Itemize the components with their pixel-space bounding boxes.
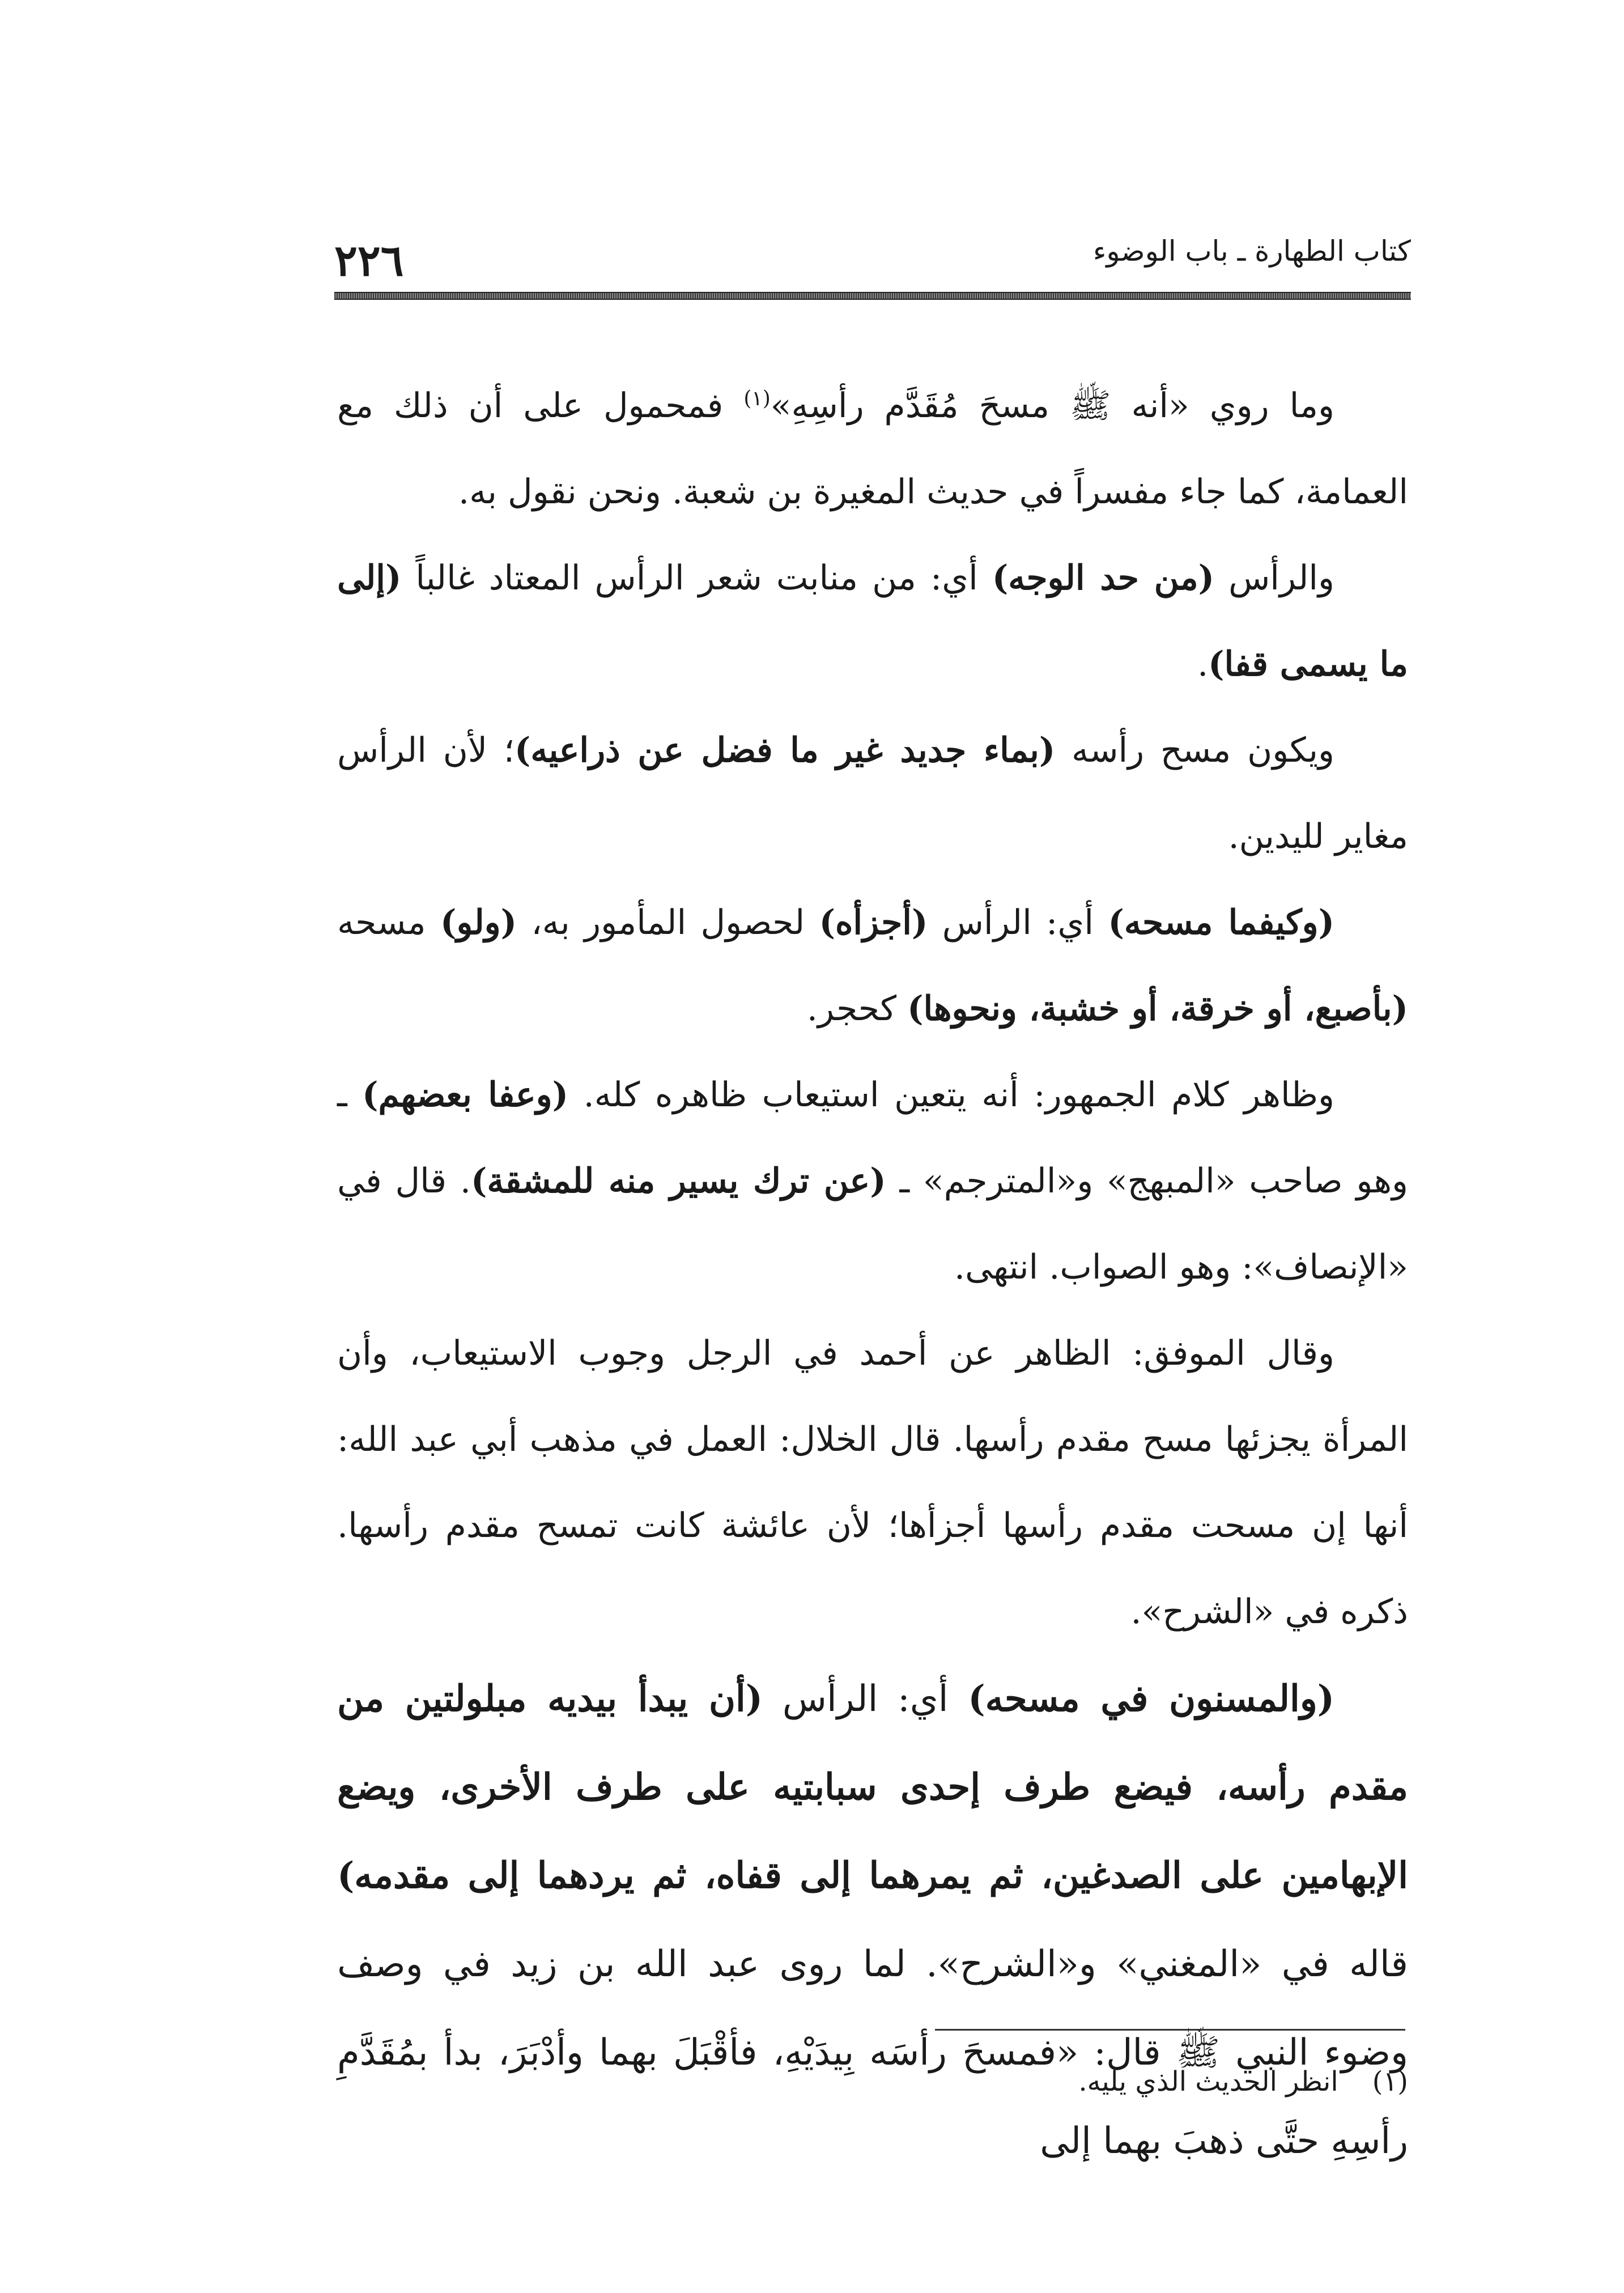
paragraph-text: مسحه <box>337 903 440 942</box>
paragraph-6 <box>337 1310 1408 1655</box>
matn-text: (وكيفما مسحه) <box>1108 903 1334 942</box>
paragraph-text: . <box>1197 644 1209 684</box>
footnote <box>337 2063 1408 2101</box>
paragraph-text: والرأس <box>1214 558 1335 598</box>
footnote-mark: (١) <box>1372 2066 1408 2097</box>
paragraph-text: قاله في «المغني» و«الشرح». لما روى عبد الله بن زيد في وصف وضوء النبي ﷺ قال: «فمسحَ رأسَه بِيدَيْهِ، فأقْبَلَ بهما وأدْبَرَ، بدأ بمُقَدَّمِ رأسِهِ حتَّى ذهبَ بهما إلى <box>337 1943 1408 2162</box>
footnote-ref: (١) <box>743 387 771 410</box>
paragraph-1 <box>337 363 1408 535</box>
paragraph-text: أي: الرأس <box>928 903 1108 942</box>
paragraph-text: أي: الرأس <box>763 1678 968 1720</box>
matn-text: (إلى ما يسمى قفا) <box>337 558 1408 684</box>
matn-text: (والمسنون في مسحه) <box>968 1678 1335 1720</box>
matn-text: (بماء جديد غير ما فضل عن ذراعيه) <box>514 731 1056 770</box>
header-divider <box>334 292 1411 300</box>
matn-text: (ولو) <box>440 903 517 942</box>
paragraph-text: لحصول المأمور به، <box>517 903 819 942</box>
page-number: ٢٢٦ <box>334 235 404 286</box>
paragraph-text: ؛ لأن الرأس مغاير لليدين. <box>337 731 1408 856</box>
page-header <box>334 227 1411 286</box>
footnote-text: انظر الحديث الذي يليه. <box>1078 2066 1338 2097</box>
matn-text: (أن يبدأ بيديه مبلولتين من مقدم رأسه، فيضع طرف إحدى سبابتيه على طرف الأخرى، ويضع الإبهامين على الصدغين، ثم يمرهما إلى قفاه، ثم يردهما إلى مقدمه) <box>337 1678 1409 1897</box>
paragraph-5 <box>337 1052 1408 1310</box>
paragraph-text: . قال في «الإنصاف»: وهو الصواب. انتهى. <box>337 1161 1408 1287</box>
matn-text: (من حد الوجه) <box>992 558 1215 598</box>
paragraph-4 <box>337 880 1408 1052</box>
paragraph-text: وظاهر كلام الجمهور: أنه يتعين استيعاب ظاهره كله. <box>568 1075 1335 1115</box>
body-text <box>337 363 1408 2185</box>
matn-text: (عن ترك يسير منه للمشقة) <box>470 1161 886 1201</box>
matn-text: (أجزأه) <box>819 903 928 942</box>
paragraph-text: أي: من منابت شعر الرأس المعتاد غالباً <box>401 558 992 598</box>
paragraph-text: وما روي «أنه ﷺ مسحَ مُقَدَّم رأسِهِ» <box>770 386 1334 426</box>
footnote-divider <box>935 2029 1405 2031</box>
paragraph-text: ويكون مسح رأسه <box>1055 731 1334 770</box>
paragraph-2 <box>337 535 1408 707</box>
paragraph-7 <box>337 1655 1408 2185</box>
paragraph-text: ـ وهو صاحب «المبهج» و«المترجم» ـ <box>337 1075 1408 1201</box>
matn-text: (وعفا بعضهم) <box>362 1075 569 1115</box>
paragraph-text: فمحمول على أن ذلك مع العمامة، كما جاء مفسراً في حديث المغيرة بن شعبة. ونحن نقول به. <box>337 386 1408 512</box>
paragraph-3 <box>337 707 1408 880</box>
matn-text: (بأصبع، أو خرقة، أو خشبة، ونحوها) <box>907 989 1408 1029</box>
running-title: كتاب الطهارة ـ باب الوضوء <box>1092 235 1411 267</box>
paragraph-text: وقال الموفق: الظاهر عن أحمد في الرجل وجوب الاستيعاب، وأن المرأة يجزئها مسح مقدم رأسها. قال الخلال: العمل في مذهب أبي عبد الله: أنها إن مسحت مقدم رأسها أجزأها؛ لأن عائشة كانت تمسح مقدم رأسها. ذكره في «الشرح». <box>337 1334 1408 1632</box>
paragraph-text: كحجر. <box>806 989 908 1029</box>
